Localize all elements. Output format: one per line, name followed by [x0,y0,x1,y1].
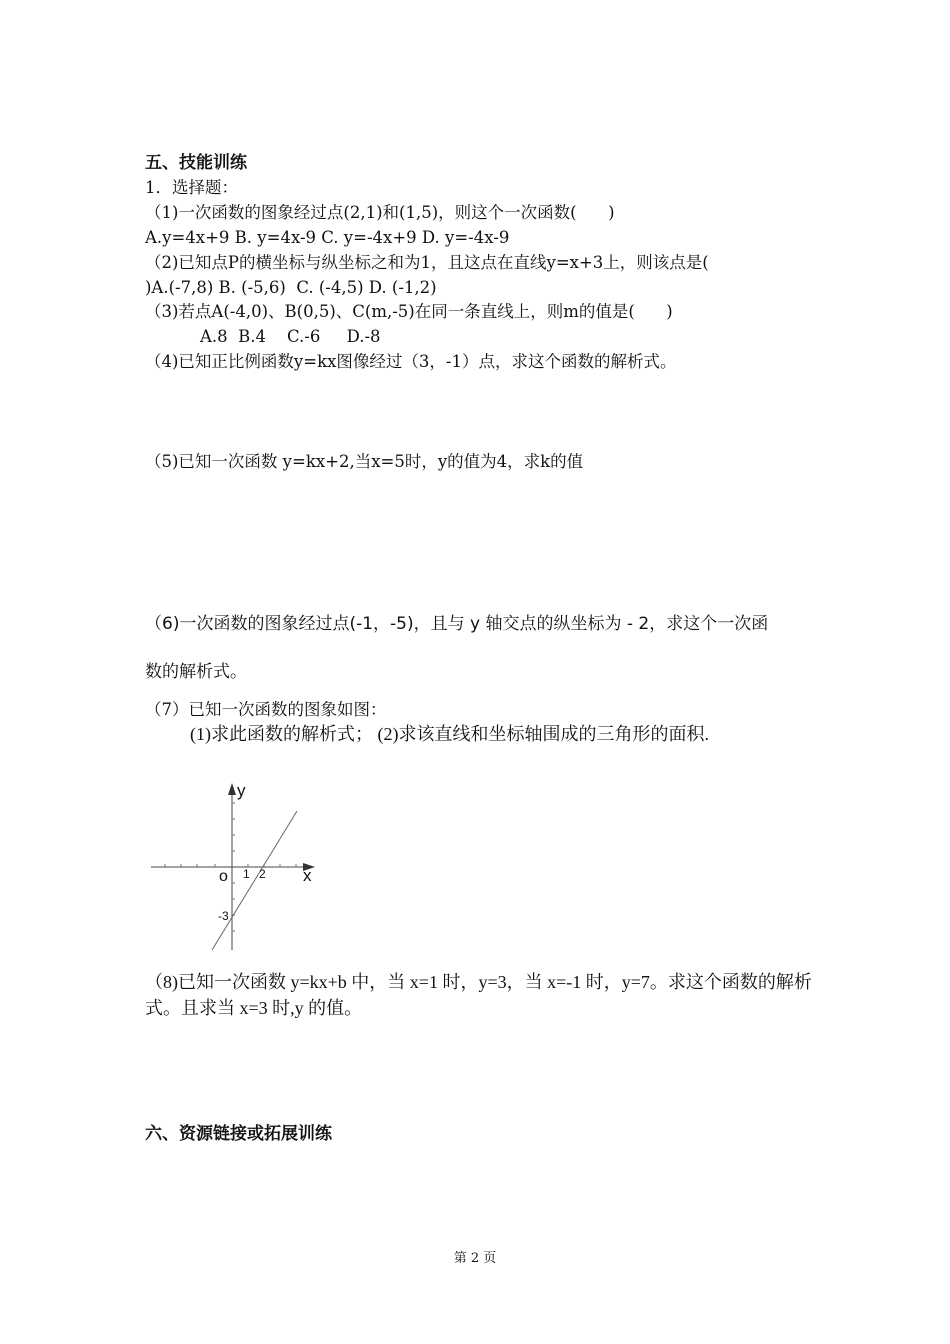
q1-3-options: A.8 B.4 C.-6 D.-8 [200,327,381,346]
origin-label: o [219,868,228,885]
tick-label-1: 1 [243,867,250,881]
x-axis-label: x [303,866,312,885]
q1-8-line1: （8)已知一次函数 y=kx+b 中，当 x=1 时，y=3，当 x=-1 时，y=7。求这个函数的解析 [145,972,812,992]
q1-2-options: )A.(-7,8) B. (-5,6) C. (-4,5) D. (-1,2) [145,278,437,297]
y-axis-arrow [228,783,236,795]
q1-2-text: （2)已知点P的横坐标与纵坐标之和为1，且这点在直线y=x+3上，则该点是( [145,253,709,272]
section5-title: 五、技能训练 [145,153,247,173]
tick-label-2: 2 [259,867,266,881]
q1-8-line2: 式。且求当 x=3 时,y 的值。 [145,998,363,1018]
q1-1-text: （1)一次函数的图象经过点(2,1)和(1,5)，则这个一次函数( ) [145,203,615,222]
q1-5-text: （5)已知一次函数 y=kx+2,当x=5时，y的值为4，求k的值 [145,452,584,471]
tick-label-neg3: -3 [218,909,229,923]
q1-3-text: （3)若点A(-4,0)、B(0,5)、C(m,-5)在同一条直线上，则m的值是( ) [145,302,673,321]
q1-4-text: （4)已知正比例函数y=kx图像经过（3，-1）点，求这个函数的解析式。 [145,352,677,371]
q1-1-options: A.y=4x+9 B. y=4x-9 C. y=-4x+9 D. y=-4x-9 [145,228,510,247]
q1-6-line1: （6)一次函数的图象经过点(-1，-5)，且与 y 轴交点的纵坐标为 - 2，求这个一次函 [145,614,769,634]
linear-function-graph [145,775,325,955]
q1-7-subtext: (1)求此函数的解析式； (2)求该直线和坐标轴围成的三角形的面积. [190,724,709,744]
y-axis-label: y [237,781,246,800]
section6-title: 六、资源链接或拓展训练 [145,1124,332,1144]
page-number: 第 2 页 [453,1251,497,1266]
q1-7-text: （7）已知一次函数的图象如图： [145,700,387,719]
q1-header: 1．选择题： [145,178,238,197]
q1-6-line2: 数的解析式。 [145,662,247,682]
